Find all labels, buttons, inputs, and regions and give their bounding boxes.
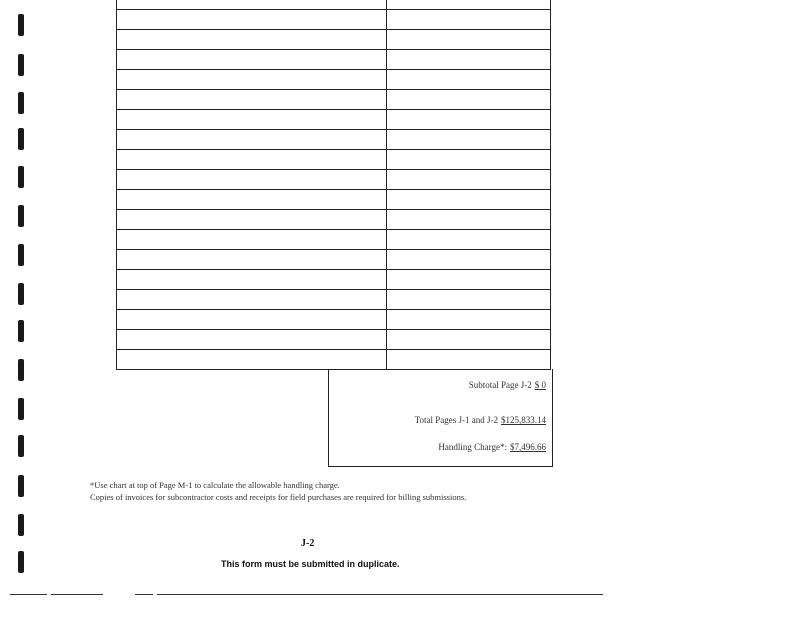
binder-hole	[18, 128, 24, 150]
amount-cell[interactable]	[387, 130, 551, 150]
description-cell[interactable]	[117, 10, 387, 30]
table-row	[117, 170, 551, 190]
binder-hole	[18, 514, 24, 536]
description-cell[interactable]	[117, 290, 387, 310]
amount-cell[interactable]	[387, 10, 551, 30]
duplicate-note: This form must be submitted in duplicate.	[221, 559, 400, 569]
amount-cell[interactable]	[387, 50, 551, 70]
description-cell[interactable]	[117, 30, 387, 50]
handling-footnote: *Use chart at top of Page M-1 to calculate the allowable handling charge.	[90, 480, 340, 490]
subtotal-line	[469, 380, 546, 390]
binder-hole	[18, 435, 24, 457]
description-cell[interactable]	[117, 310, 387, 330]
binder-hole	[18, 205, 24, 227]
handling-label: Handling Charge*:	[438, 442, 507, 452]
invoices-footnote: Copies of invoices for subcontractor costs and receipts for field purchases are required for billing submissions.	[90, 492, 467, 502]
description-cell[interactable]	[117, 350, 387, 370]
amount-cell[interactable]	[387, 290, 551, 310]
binder-hole	[18, 92, 24, 114]
description-cell[interactable]	[117, 170, 387, 190]
amount-cell[interactable]	[387, 70, 551, 90]
table-row	[117, 190, 551, 210]
description-cell[interactable]	[117, 250, 387, 270]
amount-cell[interactable]	[387, 30, 551, 50]
handling-value: $7,496.66	[510, 442, 546, 452]
amount-cell[interactable]	[387, 0, 551, 10]
subtotal-label: Subtotal Page J-2	[468, 380, 532, 390]
table-row	[117, 150, 551, 170]
description-cell[interactable]	[117, 70, 387, 90]
binder-hole	[18, 475, 24, 497]
footer-rule	[135, 594, 153, 595]
description-cell[interactable]	[117, 130, 387, 150]
binder-hole	[18, 320, 24, 342]
cost-entry-table	[116, 0, 551, 370]
table-row	[117, 210, 551, 230]
table-row	[117, 130, 551, 150]
table-row	[117, 110, 551, 130]
table-row	[117, 290, 551, 310]
amount-cell[interactable]	[387, 190, 551, 210]
table-row	[117, 10, 551, 30]
description-cell[interactable]	[117, 210, 387, 230]
subtotal-value: $ 0	[534, 380, 546, 390]
description-cell[interactable]	[117, 150, 387, 170]
binder-hole	[18, 551, 24, 573]
description-cell[interactable]	[117, 190, 387, 210]
handling-line	[438, 442, 546, 452]
amount-cell[interactable]	[387, 230, 551, 250]
table-row	[117, 230, 551, 250]
amount-cell[interactable]	[387, 170, 551, 190]
total-label: Total Pages J-1 and J-2	[414, 415, 498, 425]
binder-hole	[18, 283, 24, 305]
binder-hole	[18, 54, 24, 76]
table-row	[117, 50, 551, 70]
amount-cell[interactable]	[387, 210, 551, 230]
amount-cell[interactable]	[387, 310, 551, 330]
table-row	[117, 350, 551, 370]
amount-cell[interactable]	[387, 350, 551, 370]
table-row	[117, 310, 551, 330]
amount-cell[interactable]	[387, 330, 551, 350]
description-cell[interactable]	[117, 50, 387, 70]
page-number: J-2	[301, 538, 315, 549]
description-cell[interactable]	[117, 330, 387, 350]
description-cell[interactable]	[117, 230, 387, 250]
table-row	[117, 0, 551, 10]
table-row	[117, 70, 551, 90]
description-cell[interactable]	[117, 0, 387, 10]
amount-cell[interactable]	[387, 250, 551, 270]
amount-cell[interactable]	[387, 90, 551, 110]
binder-hole	[18, 14, 24, 36]
binder-hole	[18, 359, 24, 381]
description-cell[interactable]	[117, 110, 387, 130]
table-row	[117, 270, 551, 290]
table-row	[117, 90, 551, 110]
binder-hole	[18, 398, 24, 420]
table-row	[117, 330, 551, 350]
description-cell[interactable]	[117, 90, 387, 110]
amount-cell[interactable]	[387, 270, 551, 290]
table-row	[117, 30, 551, 50]
summary-box	[328, 369, 553, 467]
amount-cell[interactable]	[387, 110, 551, 130]
footer-rule	[157, 594, 603, 595]
binder-hole	[18, 244, 24, 266]
binder-hole	[18, 166, 24, 188]
total-value: $125,833.14	[501, 415, 546, 425]
table-row	[117, 250, 551, 270]
description-cell[interactable]	[117, 270, 387, 290]
footer-rule	[10, 594, 47, 595]
total-line	[415, 415, 546, 425]
amount-cell[interactable]	[387, 150, 551, 170]
footer-rule	[51, 594, 103, 595]
